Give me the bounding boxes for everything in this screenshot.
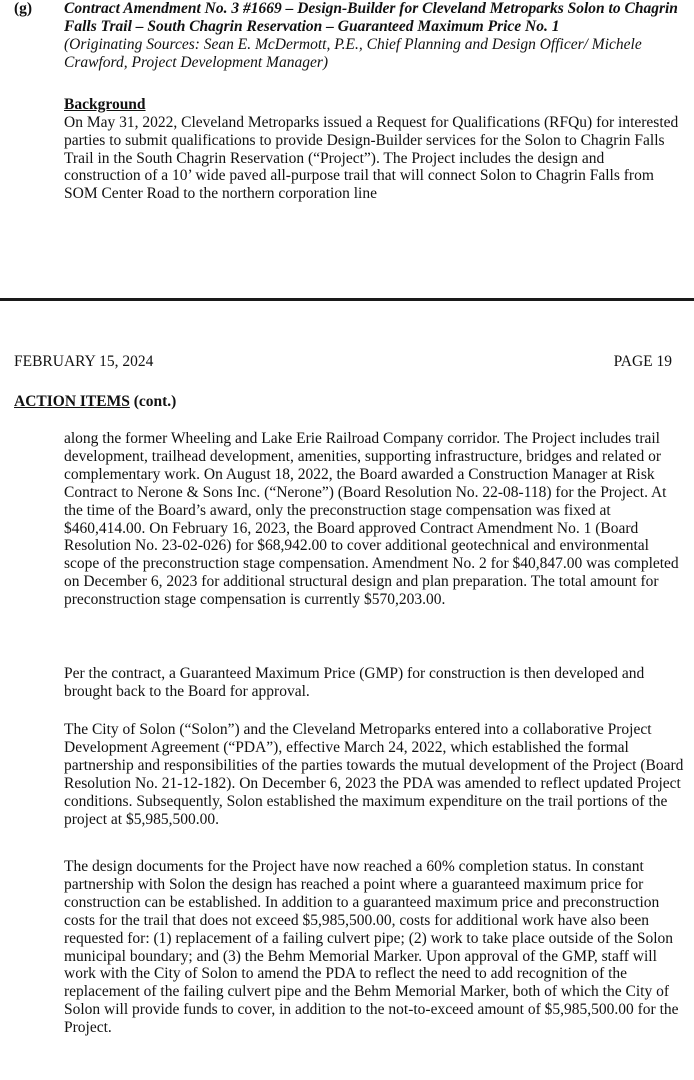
paragraph: Per the contract, a Guaranteed Maximum Price (GMP) for construction is then developed and brought back to the Board for approval. [64, 665, 645, 700]
section-heading [14, 393, 176, 411]
page-divider [0, 298, 694, 301]
page-number: PAGE 19 [613, 353, 672, 370]
background-text: On May 31, 2022, Cleveland Metroparks issued a Request for Qualifications (RFQu) for interested parties to submit qualifications to provide Design-Builder services for the Solon to Chagrin Falls Trail in the South Chagrin Reservation (“Project”). The Project includes the design and construction of a 10’ wide paved all-purpose trail that will connect Solon to Chagrin Falls from SOM Center Road to the northern corporation line [64, 114, 679, 203]
background-heading: Background [64, 96, 146, 113]
paragraph: The City of Solon (“Solon”) and the Cleveland Metroparks entered into a collaborative Project Development Agreement (“PDA”), effective March 24, 2022, which established the formal partnership and responsibilities of the parties towards the mutual development of the Project (Board Resolution No. 21-12-182). On December 6, 2023 the PDA was amended to reflect updated Project conditions. Subsequently, Solon established the maximum expenditure on the trail portions of the project at $5,985,500.00. [64, 721, 684, 828]
paragraph: The design documents for the Project have now reached a 60% completion status. In constant partnership with Solon the design has reached a point where a guaranteed maximum price for construction can be established. In addition to a guaranteed maximum price and preconstruction costs for the trail that does not exceed $5,985,500.00, costs for additional work have also been requested for: (1) replacement of a failing culvert pipe; (2) work to take place outside of the Solon municipal boundary; and (3) the Behm Memorial Marker. Upon approval of the GMP, staff will work with the City of Solon to amend the PDA to reflect the need to add recognition of the replacement of the failing culvert pipe and the Behm Memorial Marker, both of which the City of Solon will provide funds to cover, in addition to the not-to-exceed amount of $5,985,500.00 for the Project. [64, 858, 679, 1037]
item-title: Contract Amendment No. 3 #1669 – Design-Builder for Cleveland Metroparks Solon to Chagrin Falls Trail – South Chagrin Reservation – Guaranteed Maximum Price No. 1 [64, 0, 678, 35]
paragraph: along the former Wheeling and Lake Erie Railroad Company corridor. The Project includes trail development, trailhead development, amenities, supporting infrastructure, bridges and related or complementary work. On August 18, 2022, the Board awarded a Construction Manager at Risk Contract to Nerone & Sons Inc. (“Nerone”) (Board Resolution No. 22-08-118) for the Project. At the time of the Board’s award, only the preconstruction stage compensation was fixed at $460,414.00. On February 16, 2023, the Board approved Contract Amendment No. 1 (Board Resolution No. 23-02-026) for $68,942.00 to cover additional geotechnical and environmental scope of the preconstruction stage compensation. Amendment No. 2 for $40,847.00 was completed on December 6, 2023 for additional structural design and plan preparation. The total amount for preconstruction stage compensation is currently $570,203.00. [64, 430, 679, 609]
section-heading-suffix: (cont.) [129, 393, 177, 410]
item-letter: (g) [14, 0, 33, 17]
section-heading-title: ACTION ITEMS [14, 393, 130, 410]
page-date: FEBRUARY 15, 2024 [14, 353, 154, 370]
item-sources: (Originating Sources: Sean E. McDermott, P.E., Chief Planning and Design Officer/ Michele Crawford, Project Development Manager) [64, 36, 642, 71]
